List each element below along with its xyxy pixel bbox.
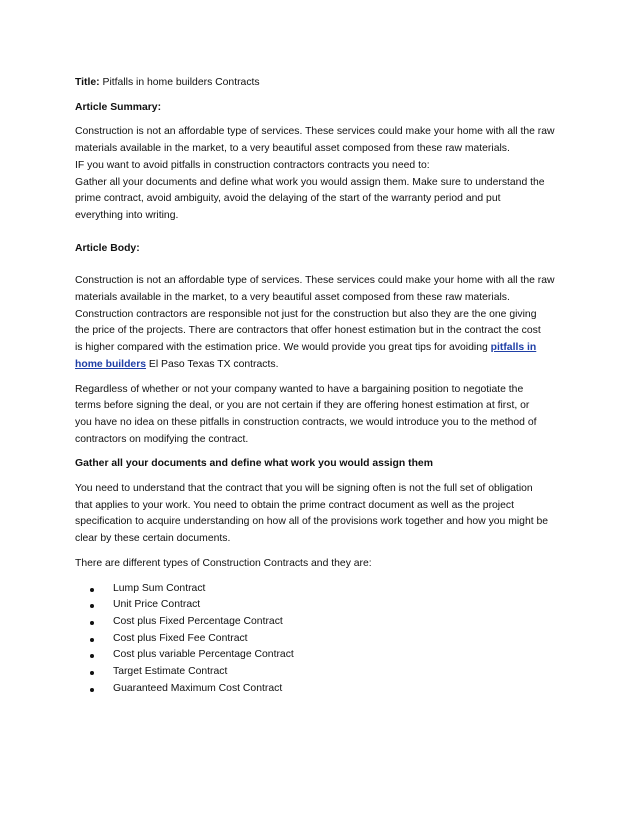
list-item-label: Unit Price Contract <box>113 599 201 611</box>
body-line: Construction is not an affordable type of services. These services could make your home with all the raw <box>75 275 555 287</box>
body-text: is higher compared with the estimation price. We would provide you great tips for avoiding <box>75 342 491 354</box>
list-item <box>75 597 575 614</box>
body-line: terms before signing the deal, or you are not certain if they are offering honest estimation at first, or <box>75 400 530 412</box>
document-content <box>75 75 575 698</box>
body-line <box>75 340 575 357</box>
summary-line: materials available in the market, to a very beautiful asset composed from these raw materials. <box>75 143 510 155</box>
bullet-icon <box>90 638 94 642</box>
summary-paragraph <box>75 124 575 224</box>
list-item <box>75 614 575 631</box>
body-line: Regardless of whether or not your company wanted to have a bargaining position to negotiate the <box>75 383 524 395</box>
pitfalls-link[interactable]: pitfalls in <box>490 342 537 354</box>
list-item-label: Cost plus Fixed Percentage Contract <box>113 615 283 627</box>
summary-line: prime contract, avoid ambiguity, avoid the delaying of the start of the warranty period and put <box>75 193 501 205</box>
body-line <box>75 357 575 374</box>
list-item <box>75 664 575 681</box>
body-heading: Article Body: <box>75 242 140 254</box>
title-value: Pitfalls in home builders Contracts <box>102 77 260 88</box>
summary-line: Construction is not an affordable type of services. These services could make your home with all the raw <box>75 126 555 138</box>
body-line: clear by these certain documents. <box>75 533 231 545</box>
body-line: specification to acquire understanding on how all of the provisions work together and how you might be <box>75 516 549 528</box>
list-item <box>75 631 575 648</box>
bullet-icon <box>90 604 94 608</box>
bullet-icon <box>90 654 94 658</box>
summary-line: IF you want to avoid pitfalls in construction contractors contracts you need to: <box>75 159 430 171</box>
bullet-icon <box>90 588 94 592</box>
list-item-label: Target Estimate Contract <box>113 666 228 678</box>
body-line: that applies to your work. You need to obtain the prime contract document as well as the project <box>75 499 514 511</box>
body-paragraph-2 <box>75 382 575 449</box>
body-line: the price of the projects. There are contractors that offer honest estimation but in the contract the cost <box>75 325 541 337</box>
body-paragraph-4: There are different types of Construction Contracts and they are: <box>75 557 372 569</box>
summary-line: everything into writing. <box>75 209 179 221</box>
list-item-label: Cost plus Fixed Fee Contract <box>113 632 248 644</box>
contract-types-list <box>75 581 575 698</box>
section-subheading: Gather all your documents and define what work you would assign them <box>75 458 433 470</box>
list-item-label: Lump Sum Contract <box>113 582 206 594</box>
bullet-icon <box>90 688 94 692</box>
body-line: materials available in the market, to a very beautiful asset composed from these raw materials. <box>75 292 510 304</box>
summary-heading: Article Summary: <box>75 101 162 113</box>
home-builders-link[interactable]: home builders <box>75 358 147 370</box>
list-item <box>75 681 575 698</box>
title-label: Title: <box>75 77 100 88</box>
body-text: El Paso Texas TX contracts. <box>146 358 279 370</box>
summary-line: Gather all your documents and define what work you would assign them. Make sure to understand the <box>75 176 545 188</box>
list-item-label: Cost plus variable Percentage Contract <box>113 649 294 661</box>
body-paragraph-3 <box>75 481 575 548</box>
body-line: you have no idea on these pitfalls in construction contracts, we would introduce you to the method of <box>75 416 537 428</box>
bullet-icon <box>90 671 94 675</box>
title-line <box>75 75 575 92</box>
list-item-label: Guaranteed Maximum Cost Contract <box>113 682 283 694</box>
list-item <box>75 647 575 664</box>
body-line: You need to understand that the contract that you will be signing often is not the full set of obligation <box>75 483 533 495</box>
body-line: contractors on modifying the contract. <box>75 433 249 445</box>
bullet-icon <box>90 621 94 625</box>
body-line: Construction contractors are responsible not just for the construction but also they are the one giving <box>75 308 537 320</box>
list-item <box>75 581 575 598</box>
body-paragraph-1 <box>75 273 575 373</box>
